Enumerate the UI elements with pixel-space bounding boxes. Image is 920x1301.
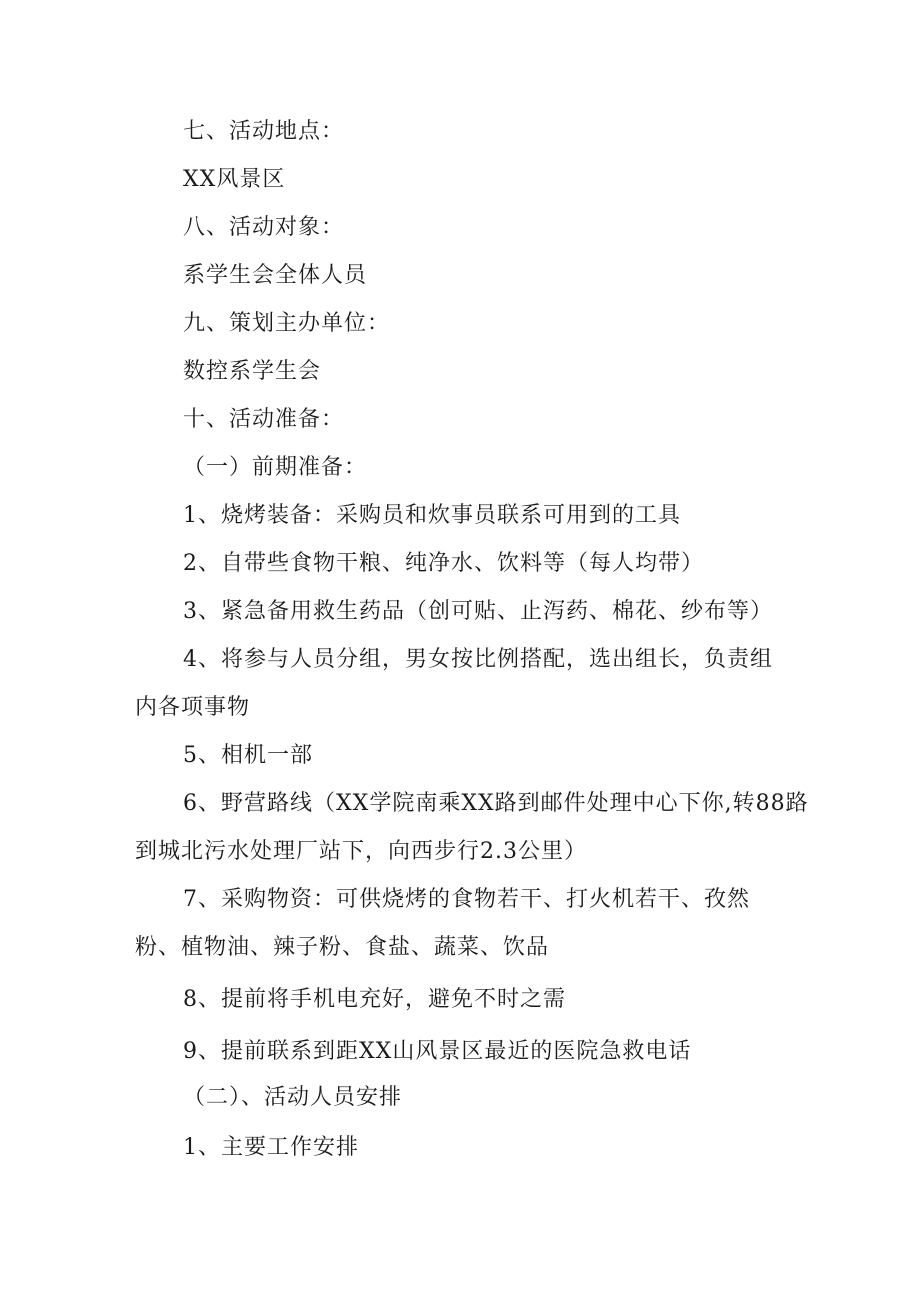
list-item-6: 6、野营路线（XX学院南乘XX路到邮件处理中心下你,转88路	[183, 791, 809, 816]
heading-organizer: 九、策划主办单位：	[183, 311, 391, 336]
subheading-early-preparation: （一）前期准备：	[183, 455, 368, 480]
heading-activity-location: 七、活动地点：	[183, 119, 345, 144]
heading-activity-target: 八、活动对象：	[183, 215, 345, 240]
activity-target-value: 系学生会全体人员	[183, 263, 368, 288]
list-item-3: 3、紧急备用救生药品（创可贴、止泻药、棉花、纱布等）	[183, 599, 773, 624]
activity-location-value: XX风景区	[183, 167, 286, 192]
heading-activity-preparation: 十、活动准备：	[183, 407, 345, 432]
organizer-value: 数控系学生会	[183, 359, 322, 384]
list-item-5: 5、相机一部	[183, 743, 313, 768]
list-item-1: 1、烧烤装备：采购员和炊事员联系可用到的工具	[183, 503, 681, 528]
list-item-7-continued: 粉、植物油、辣子粉、食盐、蔬菜、饮品	[135, 935, 550, 960]
subheading-staff-arrangement: （二）、活动人员安排	[183, 1085, 403, 1110]
list-item-9: 9、提前联系到距XX山风景区最近的医院急救电话	[183, 1039, 692, 1064]
list-item-4: 4、将参与人员分组，男女按比例搭配，选出组长，负责组	[183, 647, 773, 672]
list-item-4-continued: 内各项事物	[135, 695, 251, 720]
list-item-6-continued: 到城北污水处理厂站下，向西步行2.3公里）	[135, 839, 587, 864]
list-item-8: 8、提前将手机电充好，避免不时之需	[183, 987, 566, 1012]
list-item-2: 2、自带些食物干粮、纯净水、饮料等（每人均带）	[183, 551, 704, 576]
list-item-7: 7、采购物资：可供烧烤的食物若干、打火机若干、孜然	[183, 887, 750, 912]
list-item-main-work: 1、主要工作安排	[183, 1135, 359, 1160]
